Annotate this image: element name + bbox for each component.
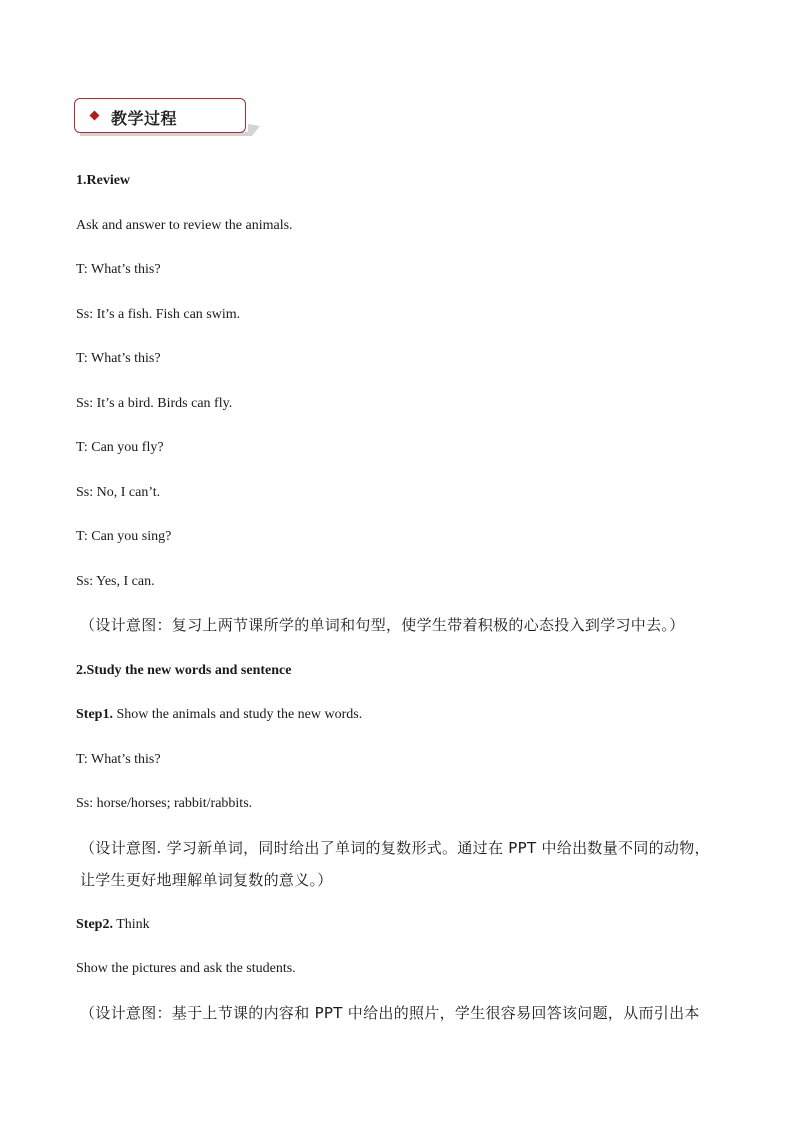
dialogue-line: T: What’s this? xyxy=(76,351,161,366)
diamond-bullet-icon xyxy=(90,111,100,121)
step1-text: Show the animals and study the new words. xyxy=(112,707,363,722)
dialogue-line: Ss: Yes, I can. xyxy=(76,574,155,589)
review-intro: Ask and answer to review the animals. xyxy=(76,218,293,233)
dialogue-line: Ss: No, I can’t. xyxy=(76,485,161,500)
design-intent-note: （设计意图. 学习新单词，同时给出了单词的复数形式。通过在 PPT 中给出数量不同的动物， xyxy=(80,839,710,857)
section-title: 教学过程 xyxy=(111,109,178,128)
design-intent-note: （设计意图：基于上节课的内容和 PPT 中给出的照片，学生很容易回答该问题，从而引出本 xyxy=(80,1004,700,1022)
step2-label: Step2. xyxy=(76,917,113,932)
step2-text: Think xyxy=(112,917,150,932)
show-pictures-line: Show the pictures and ask the students. xyxy=(76,961,296,976)
step1-label: Step1. xyxy=(76,707,113,722)
dialogue-line: T: Can you sing? xyxy=(76,529,172,544)
dialogue-line: T: Can you fly? xyxy=(76,440,164,455)
design-intent-note: （设计意图：复习上两节课所学的单词和句型，使学生带着积极的心态投入到学习中去。） xyxy=(80,616,685,634)
step2-line xyxy=(76,915,150,935)
section-header-box xyxy=(74,98,246,133)
dialogue-line: Ss: It’s a fish. Fish can swim. xyxy=(76,307,241,322)
review-heading: 1.Review xyxy=(76,173,131,188)
step1-line xyxy=(76,705,362,725)
dialogue-line: Ss: horse/horses; rabbit/rabbits. xyxy=(76,796,253,811)
dialogue-line: T: What’s this? xyxy=(76,262,161,277)
dialogue-line: Ss: It’s a bird. Birds can fly. xyxy=(76,396,233,411)
design-intent-note: 让学生更好地理解单词复数的意义。） xyxy=(80,871,333,889)
study-heading: 2.Study the new words and sentence xyxy=(76,663,292,678)
dialogue-line: T: What’s this? xyxy=(76,752,161,767)
